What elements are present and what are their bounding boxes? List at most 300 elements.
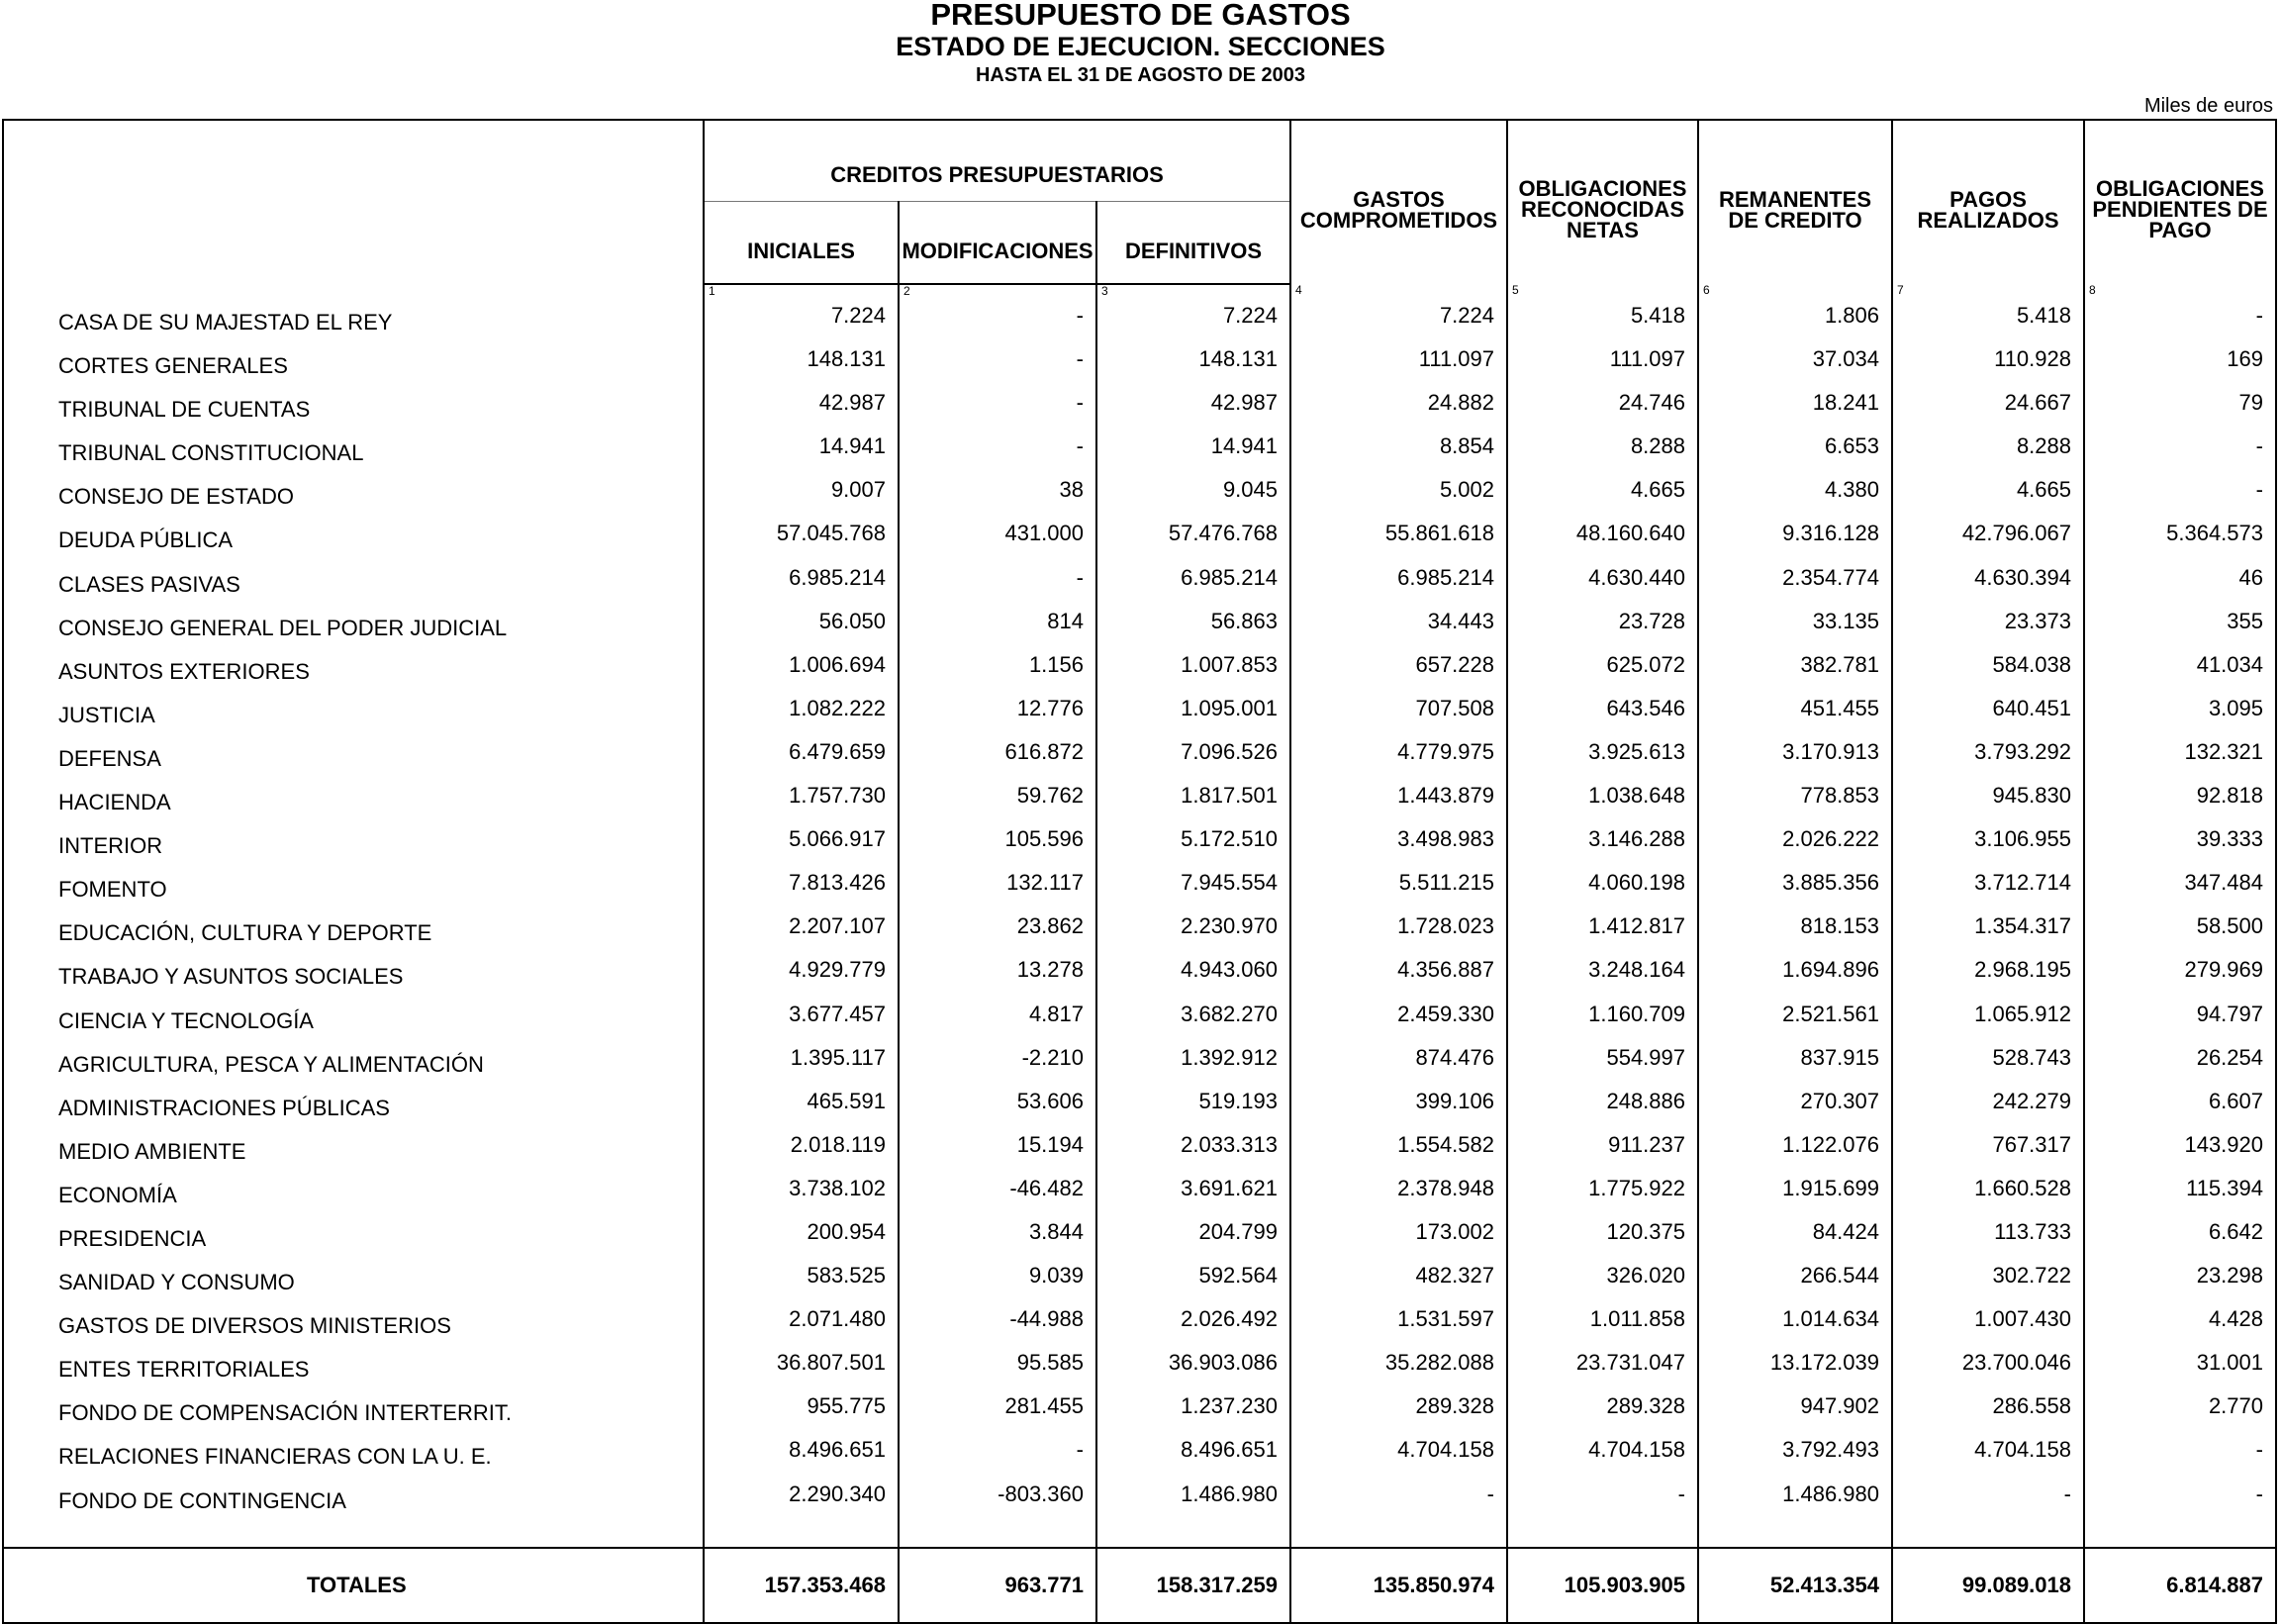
definitivos-cell: 2.033.313 bbox=[1096, 1132, 1290, 1176]
obligaciones-pendientes-cell: 94.797 bbox=[2084, 1002, 2276, 1045]
pagos-realizados-cell: 2.968.195 bbox=[1892, 957, 2084, 1001]
definitivos-cell: 7.224 bbox=[1096, 303, 1290, 346]
pagos-realizados-cell: 242.279 bbox=[1892, 1089, 2084, 1132]
remanentes-cell: 2.026.222 bbox=[1698, 826, 1892, 870]
spacer-cell bbox=[899, 1525, 1096, 1548]
obligaciones-reconocidas-cell: 48.160.640 bbox=[1507, 521, 1698, 564]
report-title: PRESUPUESTO DE GASTOS bbox=[930, 0, 1351, 32]
gastos-comprometidos-cell: 1.531.597 bbox=[1290, 1306, 1507, 1350]
header-gastos-comprometidos bbox=[1290, 120, 1507, 284]
modificaciones-cell: 59.762 bbox=[899, 783, 1096, 826]
table-row bbox=[3, 1481, 2276, 1525]
section-name: DEFENSA bbox=[3, 739, 704, 783]
obligaciones-reconocidas-cell: 1.412.817 bbox=[1507, 913, 1698, 957]
remanentes-cell: 451.455 bbox=[1698, 696, 1892, 739]
gastos-comprometidos-cell: 34.443 bbox=[1290, 609, 1507, 652]
iniciales-cell: 4.929.779 bbox=[704, 957, 899, 1001]
modificaciones-cell: - bbox=[899, 346, 1096, 390]
units-label: Miles de euros bbox=[2143, 95, 2273, 117]
definitivos-cell: 1.007.853 bbox=[1096, 652, 1290, 696]
remanentes-cell: 1.694.896 bbox=[1698, 957, 1892, 1001]
iniciales-cell: 2.207.107 bbox=[704, 913, 899, 957]
section-name: ADMINISTRACIONES PÚBLICAS bbox=[3, 1089, 704, 1132]
gastos-comprometidos-cell: 3.498.983 bbox=[1290, 826, 1507, 870]
obligaciones-reconocidas-cell: 24.746 bbox=[1507, 390, 1698, 433]
obligaciones-reconocidas-cell: 1.160.709 bbox=[1507, 1002, 1698, 1045]
section-name: ENTES TERRITORIALES bbox=[3, 1350, 704, 1393]
header-pagos-line1: PAGOS bbox=[1949, 186, 2027, 212]
header-remanentes-line1: REMANENTES bbox=[1718, 186, 1871, 212]
obligaciones-reconocidas-cell: 1.038.648 bbox=[1507, 783, 1698, 826]
pagos-realizados-cell: 5.418 bbox=[1892, 303, 2084, 346]
table-row bbox=[3, 1176, 2276, 1219]
remanentes-cell: 2.521.561 bbox=[1698, 1002, 1892, 1045]
pagos-realizados-cell: 3.106.955 bbox=[1892, 826, 2084, 870]
definitivos-cell: 9.045 bbox=[1096, 477, 1290, 521]
gastos-comprometidos-cell: 707.508 bbox=[1290, 696, 1507, 739]
gastos-comprometidos-cell: 1.728.023 bbox=[1290, 913, 1507, 957]
pagos-realizados-cell: 528.743 bbox=[1892, 1045, 2084, 1089]
total-definitivos: 158.317.259 bbox=[1096, 1548, 1290, 1623]
section-name: HACIENDA bbox=[3, 783, 704, 826]
gastos-comprometidos-cell: 399.106 bbox=[1290, 1089, 1507, 1132]
header-pendientes-line3: PAGO bbox=[2148, 218, 2212, 242]
obligaciones-reconocidas-cell: 289.328 bbox=[1507, 1393, 1698, 1437]
header-modificaciones: MODIFICACIONES bbox=[899, 201, 1096, 284]
header-obligaciones-line1: OBLIGACIONES bbox=[1518, 176, 1687, 201]
iniciales-cell: 3.677.457 bbox=[704, 1002, 899, 1045]
gastos-comprometidos-cell: 2.378.948 bbox=[1290, 1176, 1507, 1219]
table-row bbox=[3, 1437, 2276, 1481]
pagos-realizados-cell: 302.722 bbox=[1892, 1263, 2084, 1306]
obligaciones-pendientes-cell: - bbox=[2084, 1437, 2276, 1481]
obligaciones-reconocidas-cell: - bbox=[1507, 1481, 1698, 1525]
iniciales-cell: 1.006.694 bbox=[704, 652, 899, 696]
header-iniciales: INICIALES bbox=[704, 201, 899, 284]
budget-table bbox=[2, 119, 2277, 1624]
section-name: SANIDAD Y CONSUMO bbox=[3, 1263, 704, 1306]
section-name: CORTES GENERALES bbox=[3, 346, 704, 390]
column-number: 7 bbox=[1892, 284, 2084, 303]
modificaciones-cell: - bbox=[899, 303, 1096, 346]
definitivos-cell: 2.026.492 bbox=[1096, 1306, 1290, 1350]
obligaciones-reconocidas-cell: 4.060.198 bbox=[1507, 870, 1698, 913]
remanentes-cell: 778.853 bbox=[1698, 783, 1892, 826]
section-name: EDUCACIÓN, CULTURA Y DEPORTE bbox=[3, 913, 704, 957]
modificaciones-cell: 1.156 bbox=[899, 652, 1096, 696]
obligaciones-pendientes-cell: 132.321 bbox=[2084, 739, 2276, 783]
iniciales-cell: 36.807.501 bbox=[704, 1350, 899, 1393]
modificaciones-cell: 132.117 bbox=[899, 870, 1096, 913]
modificaciones-cell: 23.862 bbox=[899, 913, 1096, 957]
header-blank-cell bbox=[3, 120, 704, 284]
modificaciones-cell: -44.988 bbox=[899, 1306, 1096, 1350]
modificaciones-cell: 281.455 bbox=[899, 1393, 1096, 1437]
table-row bbox=[3, 1132, 2276, 1176]
gastos-comprometidos-cell: 1.443.879 bbox=[1290, 783, 1507, 826]
iniciales-cell: 42.987 bbox=[704, 390, 899, 433]
section-name: FONDO DE CONTINGENCIA bbox=[3, 1481, 704, 1525]
table-row bbox=[3, 1350, 2276, 1393]
remanentes-cell: 6.653 bbox=[1698, 433, 1892, 477]
gastos-comprometidos-cell: - bbox=[1290, 1481, 1507, 1525]
iniciales-cell: 7.224 bbox=[704, 303, 899, 346]
gastos-comprometidos-cell: 874.476 bbox=[1290, 1045, 1507, 1089]
obligaciones-reconocidas-cell: 23.731.047 bbox=[1507, 1350, 1698, 1393]
remanentes-cell: 3.170.913 bbox=[1698, 739, 1892, 783]
iniciales-cell: 1.082.222 bbox=[704, 696, 899, 739]
iniciales-cell: 56.050 bbox=[704, 609, 899, 652]
gastos-comprometidos-cell: 4.704.158 bbox=[1290, 1437, 1507, 1481]
gastos-comprometidos-cell: 482.327 bbox=[1290, 1263, 1507, 1306]
table-row bbox=[3, 957, 2276, 1001]
section-name: TRABAJO Y ASUNTOS SOCIALES bbox=[3, 957, 704, 1001]
report-subtitle: ESTADO DE EJECUCION. SECCIONES bbox=[896, 32, 1385, 61]
spacer-cell bbox=[1507, 1525, 1698, 1548]
section-name: MEDIO AMBIENTE bbox=[3, 1132, 704, 1176]
remanentes-cell: 1.014.634 bbox=[1698, 1306, 1892, 1350]
section-name: ASUNTOS EXTERIORES bbox=[3, 652, 704, 696]
spacer-cell bbox=[704, 1525, 899, 1548]
remanentes-cell: 266.544 bbox=[1698, 1263, 1892, 1306]
modificaciones-cell: 53.606 bbox=[899, 1089, 1096, 1132]
obligaciones-reconocidas-cell: 3.925.613 bbox=[1507, 739, 1698, 783]
pagos-realizados-cell: 286.558 bbox=[1892, 1393, 2084, 1437]
remanentes-cell: 9.316.128 bbox=[1698, 521, 1892, 564]
gastos-comprometidos-cell: 111.097 bbox=[1290, 346, 1507, 390]
modificaciones-cell: 15.194 bbox=[899, 1132, 1096, 1176]
definitivos-cell: 1.392.912 bbox=[1096, 1045, 1290, 1089]
iniciales-cell: 2.290.340 bbox=[704, 1481, 899, 1525]
obligaciones-pendientes-cell: - bbox=[2084, 433, 2276, 477]
remanentes-cell: 4.380 bbox=[1698, 477, 1892, 521]
table-row bbox=[3, 477, 2276, 521]
pagos-realizados-cell: 3.793.292 bbox=[1892, 739, 2084, 783]
obligaciones-pendientes-cell: 79 bbox=[2084, 390, 2276, 433]
table-row bbox=[3, 652, 2276, 696]
definitivos-cell: 36.903.086 bbox=[1096, 1350, 1290, 1393]
header-obligaciones-pendientes bbox=[2084, 120, 2276, 284]
column-number: 3 bbox=[1096, 284, 1290, 303]
column-number: 4 bbox=[1290, 284, 1507, 303]
obligaciones-pendientes-cell: 31.001 bbox=[2084, 1350, 2276, 1393]
gastos-comprometidos-cell: 4.356.887 bbox=[1290, 957, 1507, 1001]
definitivos-cell: 148.131 bbox=[1096, 346, 1290, 390]
table-row bbox=[3, 1002, 2276, 1045]
gastos-comprometidos-cell: 55.861.618 bbox=[1290, 521, 1507, 564]
iniciales-cell: 465.591 bbox=[704, 1089, 899, 1132]
section-name: CONSEJO GENERAL DEL PODER JUDICIAL bbox=[3, 609, 704, 652]
total-modificaciones: 963.771 bbox=[899, 1548, 1096, 1623]
remanentes-cell: 1.486.980 bbox=[1698, 1481, 1892, 1525]
obligaciones-pendientes-cell: 6.607 bbox=[2084, 1089, 2276, 1132]
pagos-realizados-cell: 1.007.430 bbox=[1892, 1306, 2084, 1350]
table-row bbox=[3, 870, 2276, 913]
obligaciones-reconocidas-cell: 3.248.164 bbox=[1507, 957, 1698, 1001]
pagos-realizados-cell: 23.700.046 bbox=[1892, 1350, 2084, 1393]
section-name: CONSEJO DE ESTADO bbox=[3, 477, 704, 521]
table-row bbox=[3, 521, 2276, 564]
iniciales-cell: 1.395.117 bbox=[704, 1045, 899, 1089]
obligaciones-reconocidas-cell: 8.288 bbox=[1507, 433, 1698, 477]
pagos-realizados-cell: 1.660.528 bbox=[1892, 1176, 2084, 1219]
pagos-realizados-cell: 4.665 bbox=[1892, 477, 2084, 521]
remanentes-cell: 270.307 bbox=[1698, 1089, 1892, 1132]
definitivos-cell: 4.943.060 bbox=[1096, 957, 1290, 1001]
table-row bbox=[3, 1089, 2276, 1132]
iniciales-cell: 8.496.651 bbox=[704, 1437, 899, 1481]
pagos-realizados-cell: 42.796.067 bbox=[1892, 521, 2084, 564]
gastos-comprometidos-cell: 24.882 bbox=[1290, 390, 1507, 433]
obligaciones-reconocidas-cell: 4.665 bbox=[1507, 477, 1698, 521]
header-obligaciones-line2: RECONOCIDAS bbox=[1520, 197, 1684, 222]
spacer-cell bbox=[1290, 1525, 1507, 1548]
modificaciones-cell: -803.360 bbox=[899, 1481, 1096, 1525]
pagos-realizados-cell: 8.288 bbox=[1892, 433, 2084, 477]
obligaciones-pendientes-cell: 4.428 bbox=[2084, 1306, 2276, 1350]
obligaciones-pendientes-cell: 115.394 bbox=[2084, 1176, 2276, 1219]
section-name: CASA DE SU MAJESTAD EL REY bbox=[3, 303, 704, 346]
obligaciones-pendientes-cell: 92.818 bbox=[2084, 783, 2276, 826]
definitivos-cell: 1.486.980 bbox=[1096, 1481, 1290, 1525]
definitivos-cell: 3.691.621 bbox=[1096, 1176, 1290, 1219]
obligaciones-reconocidas-cell: 4.630.440 bbox=[1507, 565, 1698, 609]
obligaciones-pendientes-cell: 347.484 bbox=[2084, 870, 2276, 913]
obligaciones-pendientes-cell: 2.770 bbox=[2084, 1393, 2276, 1437]
iniciales-cell: 6.479.659 bbox=[704, 739, 899, 783]
obligaciones-reconocidas-cell: 248.886 bbox=[1507, 1089, 1698, 1132]
gastos-comprometidos-cell: 4.779.975 bbox=[1290, 739, 1507, 783]
section-name: PRESIDENCIA bbox=[3, 1219, 704, 1263]
header-creditos-presupuestarios: CREDITOS PRESUPUESTARIOS bbox=[704, 120, 1290, 201]
gastos-comprometidos-cell: 5.511.215 bbox=[1290, 870, 1507, 913]
modificaciones-cell: 13.278 bbox=[899, 957, 1096, 1001]
section-name: INTERIOR bbox=[3, 826, 704, 870]
obligaciones-pendientes-cell: - bbox=[2084, 477, 2276, 521]
remanentes-cell: 33.135 bbox=[1698, 609, 1892, 652]
remanentes-cell: 1.806 bbox=[1698, 303, 1892, 346]
header-pagos-realizados bbox=[1892, 120, 2084, 284]
obligaciones-reconocidas-cell: 1.011.858 bbox=[1507, 1306, 1698, 1350]
remanentes-cell: 837.915 bbox=[1698, 1045, 1892, 1089]
section-name: CLASES PASIVAS bbox=[3, 565, 704, 609]
modificaciones-cell: -2.210 bbox=[899, 1045, 1096, 1089]
totals-row bbox=[3, 1548, 2276, 1623]
table-row bbox=[3, 1393, 2276, 1437]
pagos-realizados-cell: 23.373 bbox=[1892, 609, 2084, 652]
modificaciones-cell: -46.482 bbox=[899, 1176, 1096, 1219]
pagos-realizados-cell: 4.630.394 bbox=[1892, 565, 2084, 609]
spacer-cell bbox=[1892, 1525, 2084, 1548]
spacer-cell bbox=[1698, 1525, 1892, 1548]
gastos-comprometidos-cell: 8.854 bbox=[1290, 433, 1507, 477]
pagos-realizados-cell: 3.712.714 bbox=[1892, 870, 2084, 913]
modificaciones-cell: - bbox=[899, 1437, 1096, 1481]
obligaciones-reconocidas-cell: 625.072 bbox=[1507, 652, 1698, 696]
definitivos-cell: 57.476.768 bbox=[1096, 521, 1290, 564]
section-name: GASTOS DE DIVERSOS MINISTERIOS bbox=[3, 1306, 704, 1350]
spacer-cell bbox=[3, 1525, 704, 1548]
section-name: FOMENTO bbox=[3, 870, 704, 913]
remanentes-cell: 2.354.774 bbox=[1698, 565, 1892, 609]
definitivos-cell: 56.863 bbox=[1096, 609, 1290, 652]
table-row bbox=[3, 346, 2276, 390]
iniciales-cell: 9.007 bbox=[704, 477, 899, 521]
column-number: 6 bbox=[1698, 284, 1892, 303]
pagos-realizados-cell: 640.451 bbox=[1892, 696, 2084, 739]
total-iniciales: 157.353.468 bbox=[704, 1548, 899, 1623]
section-name: FONDO DE COMPENSACIÓN INTERTERRIT. bbox=[3, 1393, 704, 1437]
table-row bbox=[3, 696, 2276, 739]
definitivos-cell: 7.945.554 bbox=[1096, 870, 1290, 913]
iniciales-cell: 57.045.768 bbox=[704, 521, 899, 564]
table-row bbox=[3, 1306, 2276, 1350]
definitivos-cell: 7.096.526 bbox=[1096, 739, 1290, 783]
column-number: 1 bbox=[704, 284, 899, 303]
total-gastos-comprometidos: 135.850.974 bbox=[1290, 1548, 1507, 1623]
remanentes-cell: 18.241 bbox=[1698, 390, 1892, 433]
remanentes-cell: 947.902 bbox=[1698, 1393, 1892, 1437]
section-name: TRIBUNAL CONSTITUCIONAL bbox=[3, 433, 704, 477]
header-pendientes-line2: PENDIENTES DE bbox=[2092, 197, 2268, 222]
iniciales-cell: 583.525 bbox=[704, 1263, 899, 1306]
totals-label: TOTALES bbox=[3, 1548, 704, 1623]
pagos-realizados-cell: 1.065.912 bbox=[1892, 1002, 2084, 1045]
obligaciones-reconocidas-cell: 554.997 bbox=[1507, 1045, 1698, 1089]
obligaciones-pendientes-cell: 169 bbox=[2084, 346, 2276, 390]
total-pagos: 99.089.018 bbox=[1892, 1548, 2084, 1623]
iniciales-cell: 7.813.426 bbox=[704, 870, 899, 913]
iniciales-cell: 14.941 bbox=[704, 433, 899, 477]
obligaciones-reconocidas-cell: 326.020 bbox=[1507, 1263, 1698, 1306]
obligaciones-reconocidas-cell: 643.546 bbox=[1507, 696, 1698, 739]
pagos-realizados-cell: 767.317 bbox=[1892, 1132, 2084, 1176]
definitivos-cell: 592.564 bbox=[1096, 1263, 1290, 1306]
gastos-comprometidos-cell: 173.002 bbox=[1290, 1219, 1507, 1263]
gastos-comprometidos-cell: 657.228 bbox=[1290, 652, 1507, 696]
obligaciones-reconocidas-cell: 120.375 bbox=[1507, 1219, 1698, 1263]
obligaciones-pendientes-cell: 279.969 bbox=[2084, 957, 2276, 1001]
obligaciones-pendientes-cell: 46 bbox=[2084, 565, 2276, 609]
remanentes-cell: 3.885.356 bbox=[1698, 870, 1892, 913]
report-date-line: HASTA EL 31 DE AGOSTO DE 2003 bbox=[975, 64, 1306, 86]
obligaciones-reconocidas-cell: 3.146.288 bbox=[1507, 826, 1698, 870]
table-body bbox=[3, 284, 2276, 1525]
header-definitivos: DEFINITIVOS bbox=[1096, 201, 1290, 284]
column-number: 5 bbox=[1507, 284, 1698, 303]
obligaciones-pendientes-cell: 41.034 bbox=[2084, 652, 2276, 696]
spacer-cell bbox=[2084, 1525, 2276, 1548]
table-row bbox=[3, 739, 2276, 783]
table-header bbox=[3, 120, 2276, 284]
section-name: CIENCIA Y TECNOLOGÍA bbox=[3, 1002, 704, 1045]
pagos-realizados-cell: 110.928 bbox=[1892, 346, 2084, 390]
gastos-comprometidos-cell: 7.224 bbox=[1290, 303, 1507, 346]
section-name: TRIBUNAL DE CUENTAS bbox=[3, 390, 704, 433]
column-number: 8 bbox=[2084, 284, 2276, 303]
header-pagos-line2: REALIZADOS bbox=[1917, 207, 2059, 233]
obligaciones-reconocidas-cell: 111.097 bbox=[1507, 346, 1698, 390]
obligaciones-pendientes-cell: 58.500 bbox=[2084, 913, 2276, 957]
gastos-comprometidos-cell: 6.985.214 bbox=[1290, 565, 1507, 609]
pagos-realizados-cell: - bbox=[1892, 1481, 2084, 1525]
table-row bbox=[3, 433, 2276, 477]
iniciales-cell: 955.775 bbox=[704, 1393, 899, 1437]
spacer-cell bbox=[1096, 1525, 1290, 1548]
section-name: JUSTICIA bbox=[3, 696, 704, 739]
header-remanentes-credito bbox=[1698, 120, 1892, 284]
pagos-realizados-cell: 4.704.158 bbox=[1892, 1437, 2084, 1481]
obligaciones-pendientes-cell: - bbox=[2084, 1481, 2276, 1525]
modificaciones-cell: 38 bbox=[899, 477, 1096, 521]
obligaciones-reconocidas-cell: 5.418 bbox=[1507, 303, 1698, 346]
remanentes-cell: 37.034 bbox=[1698, 346, 1892, 390]
column-number: 2 bbox=[899, 284, 1096, 303]
iniciales-cell: 2.018.119 bbox=[704, 1132, 899, 1176]
obligaciones-reconocidas-cell: 4.704.158 bbox=[1507, 1437, 1698, 1481]
spacer-row bbox=[3, 1525, 2276, 1548]
remanentes-cell: 818.153 bbox=[1698, 913, 1892, 957]
gastos-comprometidos-cell: 5.002 bbox=[1290, 477, 1507, 521]
definitivos-cell: 8.496.651 bbox=[1096, 1437, 1290, 1481]
modificaciones-cell: 431.000 bbox=[899, 521, 1096, 564]
iniciales-cell: 2.071.480 bbox=[704, 1306, 899, 1350]
definitivos-cell: 14.941 bbox=[1096, 433, 1290, 477]
obligaciones-pendientes-cell: - bbox=[2084, 303, 2276, 346]
modificaciones-cell: 4.817 bbox=[899, 1002, 1096, 1045]
iniciales-cell: 1.757.730 bbox=[704, 783, 899, 826]
table-row bbox=[3, 565, 2276, 609]
iniciales-cell: 5.066.917 bbox=[704, 826, 899, 870]
header-gastos-line2: COMPROMETIDOS bbox=[1299, 207, 1498, 233]
iniciales-cell: 6.985.214 bbox=[704, 565, 899, 609]
section-name: ECONOMÍA bbox=[3, 1176, 704, 1219]
iniciales-cell: 3.738.102 bbox=[704, 1176, 899, 1219]
obligaciones-pendientes-cell: 143.920 bbox=[2084, 1132, 2276, 1176]
remanentes-cell: 84.424 bbox=[1698, 1219, 1892, 1263]
iniciales-cell: 148.131 bbox=[704, 346, 899, 390]
iniciales-cell: 200.954 bbox=[704, 1219, 899, 1263]
obligaciones-pendientes-cell: 39.333 bbox=[2084, 826, 2276, 870]
total-obligaciones-reconocidas: 105.903.905 bbox=[1507, 1548, 1698, 1623]
table-row bbox=[3, 1045, 2276, 1089]
obligaciones-reconocidas-cell: 23.728 bbox=[1507, 609, 1698, 652]
definitivos-cell: 6.985.214 bbox=[1096, 565, 1290, 609]
obligaciones-pendientes-cell: 355 bbox=[2084, 609, 2276, 652]
modificaciones-cell: - bbox=[899, 565, 1096, 609]
obligaciones-pendientes-cell: 23.298 bbox=[2084, 1263, 2276, 1306]
gastos-comprometidos-cell: 1.554.582 bbox=[1290, 1132, 1507, 1176]
modificaciones-cell: 12.776 bbox=[899, 696, 1096, 739]
definitivos-cell: 2.230.970 bbox=[1096, 913, 1290, 957]
definitivos-cell: 3.682.270 bbox=[1096, 1002, 1290, 1045]
pagos-realizados-cell: 945.830 bbox=[1892, 783, 2084, 826]
definitivos-cell: 204.799 bbox=[1096, 1219, 1290, 1263]
header-obligaciones-line3: NETAS bbox=[1567, 218, 1639, 242]
definitivos-cell: 1.095.001 bbox=[1096, 696, 1290, 739]
obligaciones-pendientes-cell: 3.095 bbox=[2084, 696, 2276, 739]
definitivos-cell: 42.987 bbox=[1096, 390, 1290, 433]
table-row bbox=[3, 390, 2276, 433]
header-gastos-line1: GASTOS bbox=[1353, 186, 1445, 212]
obligaciones-pendientes-cell: 26.254 bbox=[2084, 1045, 2276, 1089]
column-number-row bbox=[3, 284, 2276, 303]
remanentes-cell: 13.172.039 bbox=[1698, 1350, 1892, 1393]
header-obligaciones-reconocidas bbox=[1507, 120, 1698, 284]
modificaciones-cell: 814 bbox=[899, 609, 1096, 652]
pagos-realizados-cell: 113.733 bbox=[1892, 1219, 2084, 1263]
modificaciones-cell: - bbox=[899, 390, 1096, 433]
